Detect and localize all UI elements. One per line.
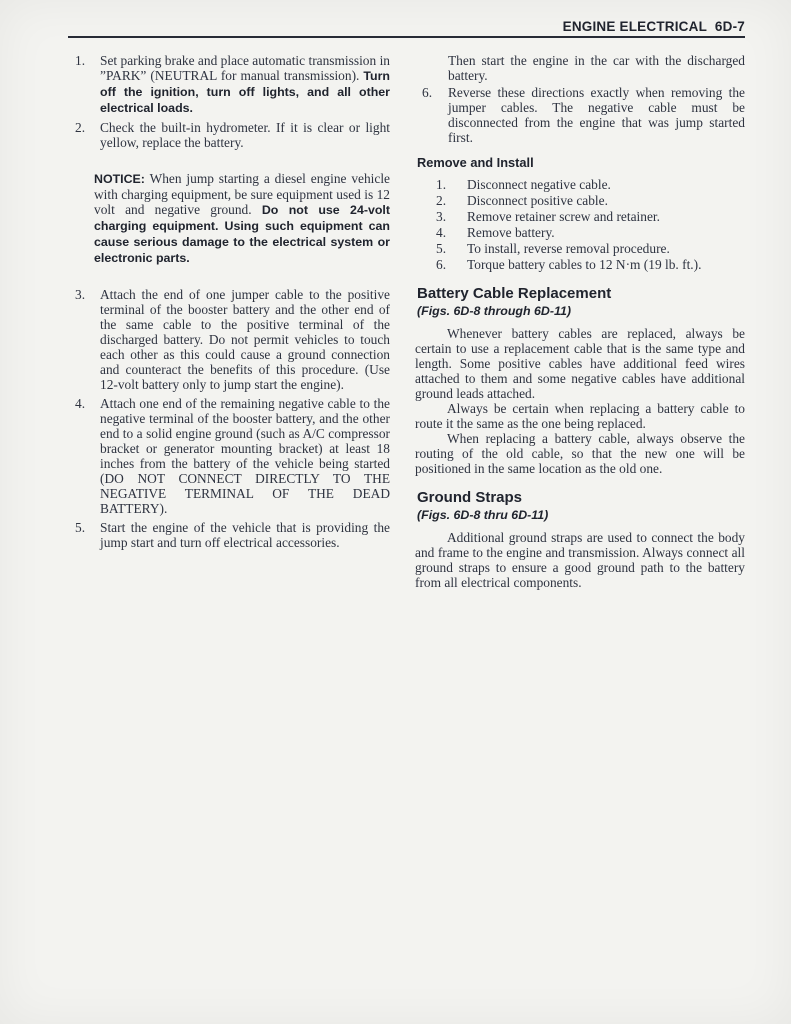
battery-cable-paragraph: When replacing a battery cable, always observe the routing of the old cable, so that the new one will be positioned in the same location as the old one.: [415, 431, 745, 476]
ground-straps-paragraph: Additional ground straps are used to connect the body and frame to the engine and transmission. Always connect all ground straps to ensure a good ground path to the battery from all electrical components.: [415, 530, 745, 590]
left-column: [75, 53, 390, 590]
step-text: Disconnect negative cable.: [467, 177, 611, 192]
ground-straps-figures-ref: (Figs. 6D-8 thru 6D-11): [417, 508, 549, 522]
step-number: 5.: [436, 241, 447, 256]
step-text-normal: Set parking brake and place automatic transmission in ”PARK” (NEUTRAL for manual transmission).: [100, 53, 390, 83]
step-number: 3.: [75, 287, 86, 302]
jump-start-step-3: [75, 287, 390, 392]
step-text: [100, 53, 390, 116]
battery-cable-paragraph: Whenever battery cables are replaced, always be certain to use a replacement cable that is the same type and length. Some positive cables have additional feed wires attached to them and some negative cables have additional ground leads attached.: [415, 326, 745, 401]
jump-start-step-5-continuation: Then start the engine in the car with the discharged battery.: [448, 53, 745, 83]
step-number: 2.: [436, 193, 447, 208]
step-text: To install, reverse removal procedure.: [467, 241, 670, 256]
jump-start-step-4: [75, 396, 390, 516]
step-text: Attach the end of one jumper cable to the positive terminal of the booster battery and the other end of the same cable to the positive terminal of the discharged battery. Do not permit vehicles to touch each other as this could cause a ground connection and counteract the benefits of this procedure. (Use 12-volt battery only to jump start the engine).: [100, 287, 390, 392]
step-text: Remove battery.: [467, 225, 555, 240]
battery-cable-paragraph: Always be certain when replacing a battery cable to route it the same as the one being replaced.: [415, 401, 745, 431]
step-text: Remove retainer screw and retainer.: [467, 209, 660, 224]
battery-cable-replacement-heading: Battery Cable Replacement: [417, 285, 612, 302]
page-header: [68, 19, 745, 38]
step-text: Torque battery cables to 12 N·m (19 lb. ft.).: [467, 257, 702, 272]
step-number: 2.: [75, 120, 86, 135]
remove-install-heading: Remove and Install: [417, 155, 534, 170]
remove-install-step-3: [415, 209, 745, 224]
step-number: 1.: [75, 53, 86, 68]
step-text-emphasis: Turn off the ignition, turn off lights, and all other electrical loads.: [100, 69, 390, 115]
remove-install-step-6: [415, 257, 745, 272]
step-text: Reverse these directions exactly when removing the jumper cables. The negative cable must be disconnected from the engine that was jump started first.: [448, 85, 745, 145]
ground-straps-heading: Ground Straps: [417, 489, 523, 506]
remove-install-step-5: [415, 241, 745, 256]
step-text: Attach one end of the remaining negative cable to the negative terminal of the booster battery, and the other end to a solid engine ground (such as A/C compressor bracket or generator mounting bracket) at least 18 inches from the battery of the vehicle being started (DO NOT CONNECT DIRECTLY TO THE NEGATIVE TERMINAL OF THE DEAD BATTERY).: [100, 396, 390, 516]
battery-cable-figures-ref: (Figs. 6D-8 through 6D-11): [417, 304, 571, 318]
step-number: 3.: [436, 209, 447, 224]
step-number: 6.: [422, 85, 433, 100]
step-number: 5.: [75, 520, 86, 535]
notice-label: NOTICE:: [94, 172, 145, 186]
step-number: 4.: [436, 225, 447, 240]
two-column-layout: [75, 53, 745, 590]
notice-text-normal: When jump starting a diesel engine vehicle with charging equipment, be sure equipment used is 12 volt and negative ground.: [94, 171, 390, 217]
step-text: Start the engine of the vehicle that is providing the jump start and turn off electrical accessories.: [100, 520, 390, 550]
remove-install-step-4: [415, 225, 745, 240]
step-text: Disconnect positive cable.: [467, 193, 608, 208]
step-number: 1.: [436, 177, 447, 192]
jump-start-step-2: [75, 120, 390, 150]
remove-install-step-1: [415, 177, 745, 192]
remove-install-steps: [415, 177, 745, 272]
notice-block: [94, 171, 390, 266]
page-header-title: ENGINE ELECTRICAL 6D-7: [562, 19, 745, 34]
remove-install-step-2: [415, 193, 745, 208]
right-column: [415, 53, 745, 590]
jump-start-step-1: [75, 53, 390, 116]
jump-start-step-5: [75, 520, 390, 550]
step-text: Check the built-in hydrometer. If it is clear or light yellow, replace the battery.: [100, 120, 390, 150]
step-number: 6.: [436, 257, 447, 272]
jump-start-step-6: [415, 85, 745, 145]
notice-text-emphasis: Do not use 24-volt charging equipment. Using such equipment can cause serious damage to the electrical system or electronic parts.: [94, 203, 390, 265]
step-number: 4.: [75, 396, 86, 411]
